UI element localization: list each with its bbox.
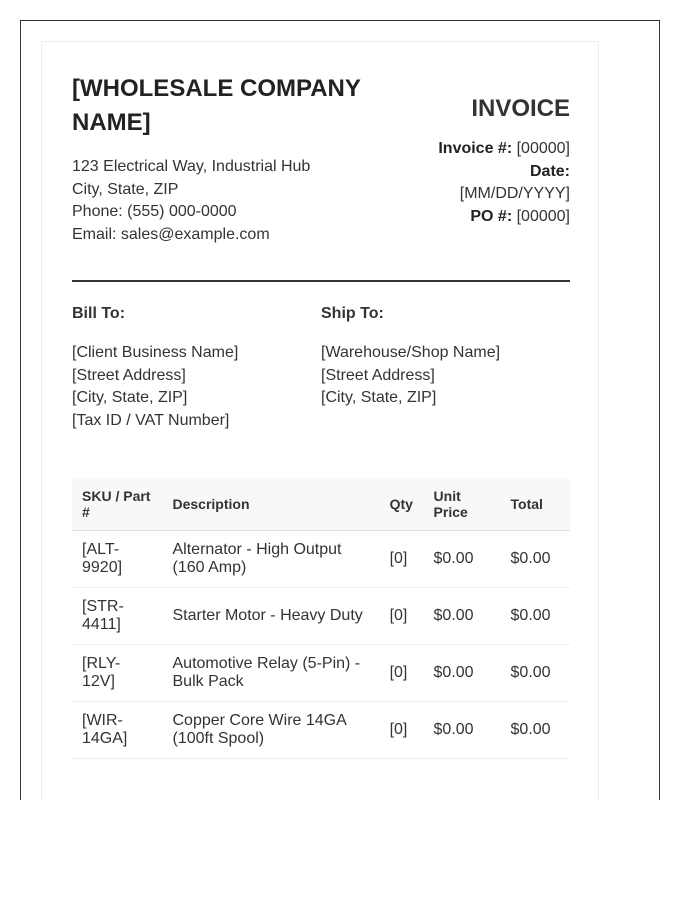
bill-to-line: [Client Business Name] (72, 344, 239, 361)
po-number-row (420, 206, 570, 229)
company-address-line2: City, State, ZIP (72, 180, 179, 198)
cell-total: $0.00 (501, 702, 570, 759)
cell-sku: [ALT-9920] (72, 531, 163, 588)
table-header-row (72, 478, 570, 531)
bill-to-lines (72, 342, 321, 432)
ship-to-lines (321, 342, 570, 410)
cell-sku: [WIR-14GA] (72, 702, 163, 759)
invoice-meta (420, 72, 570, 228)
company-phone: Phone: (555) 000-0000 (72, 203, 237, 220)
po-number-value: [00000] (516, 207, 570, 225)
invoice-date-label-row (420, 161, 570, 184)
bill-to-line: [Tax ID / VAT Number] (72, 411, 230, 429)
table-row (72, 531, 570, 588)
invoice-date-label: Date: (529, 162, 570, 180)
bill-to-section (72, 304, 321, 432)
invoice-number-label: Invoice #: (438, 140, 513, 157)
cell-sku: [STR-4411] (72, 588, 163, 645)
invoice-number-row (420, 138, 570, 161)
cell-qty: [0] (380, 588, 424, 645)
invoice-date-value: [MM/DD/YYYY] (459, 185, 570, 202)
bill-to-line: [City, State, ZIP] (72, 389, 188, 406)
cell-qty: [0] (380, 702, 424, 759)
bill-to-line: [Street Address] (72, 366, 186, 384)
column-header-sku: SKU / Part # (72, 478, 163, 531)
ship-to-line: [Street Address] (321, 366, 435, 384)
bill-to-title: Bill To: (72, 305, 126, 322)
column-header-total: Total (501, 478, 570, 531)
ship-to-line: [City, State, ZIP] (321, 389, 437, 406)
cell-description: Copper Core Wire 14GA (100ft Spool) (163, 702, 380, 759)
column-header-description: Description (163, 478, 380, 531)
cell-qty: [0] (380, 531, 424, 588)
table-row (72, 702, 570, 759)
cell-sku: [RLY-12V] (72, 645, 163, 702)
invoice-details (420, 138, 570, 228)
column-header-unit-price: Unit Price (424, 478, 501, 531)
cell-description: Starter Motor - Heavy Duty (163, 588, 380, 645)
table-row (72, 645, 570, 702)
ship-to-line: [Warehouse/Shop Name] (321, 344, 501, 361)
company-info (72, 72, 382, 246)
table-row (72, 588, 570, 645)
cell-description: Alternator - High Output (160 Amp) (163, 531, 380, 588)
po-number-label: PO #: (470, 207, 513, 225)
ship-to-title: Ship To: (321, 305, 384, 322)
company-email: Email: sales@example.com (72, 225, 270, 243)
invoice-document (41, 41, 599, 801)
invoice-header (72, 72, 570, 282)
cell-qty: [0] (380, 645, 424, 702)
cell-unit-price: $0.00 (424, 588, 501, 645)
company-name: [WHOLESALE COMPANY NAME] (72, 75, 361, 136)
cell-unit-price: $0.00 (424, 702, 501, 759)
cell-total: $0.00 (501, 588, 570, 645)
cell-description: Automotive Relay (5-Pin) - Bulk Pack (163, 645, 380, 702)
company-address-line1: 123 Electrical Way, Industrial Hub (72, 158, 311, 175)
invoice-content (72, 72, 570, 747)
invoice-number-value: [00000] (516, 140, 570, 157)
cell-total: $0.00 (501, 531, 570, 588)
parties-section (72, 304, 570, 432)
cell-unit-price: $0.00 (424, 531, 501, 588)
column-header-qty: Qty (380, 478, 424, 531)
cell-unit-price: $0.00 (424, 645, 501, 702)
ship-to-section (321, 304, 570, 432)
line-items-table (72, 478, 570, 759)
cell-total: $0.00 (501, 645, 570, 702)
company-address (72, 156, 382, 246)
invoice-date-value-row (420, 183, 570, 206)
invoice-title: INVOICE (471, 95, 570, 122)
